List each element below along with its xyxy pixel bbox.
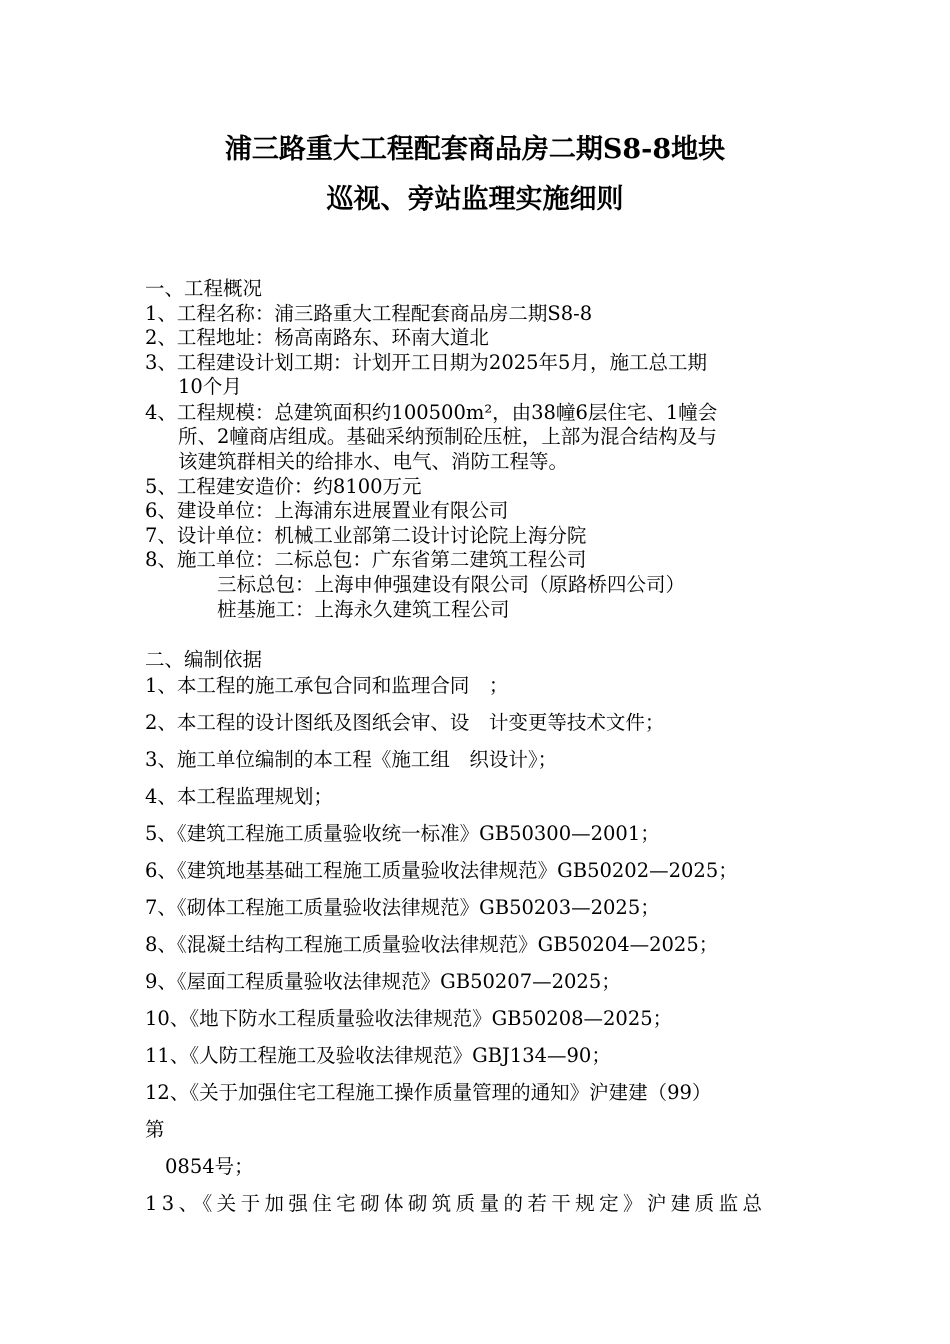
overview-item-continuation: 该建筑群相关的给排水、电气、消防工程等。 (178, 450, 569, 473)
basis-item: 6、《建筑地基基础工程施工质量验收法律规范》GB50202—2025； (145, 859, 738, 882)
basis-item: 2、本工程的设计图纸及图纸会审、设 计变更等技术文件； (145, 711, 665, 734)
basis-item: 13、《关于加强住宅砌体砌筑质量的若干规定》沪建质监总 (145, 1192, 767, 1215)
basis-item: 4、本工程监理规划； (145, 785, 333, 808)
basis-item: 11、《人防工程施工及验收法律规范》GBJ134—90； (145, 1044, 611, 1067)
basis-item: 5、《建筑工程施工质量验收统一标准》GB50300—2001； (145, 822, 660, 845)
section-heading-basis: 二、编制依据 (145, 648, 263, 671)
overview-item: 5、工程建安造价：约8100万元 (145, 475, 422, 498)
overview-item-continuation: 桩基施工：上海永久建筑工程公司 (217, 598, 510, 621)
document-title-line1: 浦三路重大工程配套商品房二期S8-8地块 (224, 134, 726, 165)
basis-item-continuation: 第 (145, 1118, 165, 1141)
overview-item: 3、工程建设计划工期：计划开工日期为2025年5月，施工总工期 (145, 351, 707, 374)
section-heading-overview: 一、工程概况 (145, 277, 263, 300)
document-title-line2: 巡视、旁站监理实施细则 (326, 184, 624, 215)
basis-item-continuation: 0854号； (165, 1155, 254, 1178)
overview-item: 4、工程规模：总建筑面积约100500m²，由38幢6层住宅、1幢会 (145, 401, 718, 424)
basis-item: 7、《砌体工程施工质量验收法律规范》GB50203—2025； (145, 896, 660, 919)
basis-item: 8、《混凝土结构工程施工质量验收法律规范》GB50204—2025； (145, 933, 719, 956)
basis-item: 1、本工程的施工承包合同和监理合同 ； (145, 674, 509, 697)
basis-item: 10、《地下防水工程质量验收法律规范》GB50208—2025； (145, 1007, 673, 1030)
basis-item: 3、施工单位编制的本工程《施工组 织设计》； (145, 748, 558, 771)
overview-item: 8、施工单位：二标总包：广东省第二建筑工程公司 (145, 548, 587, 571)
overview-item: 7、设计单位：机械工业部第二设计讨论院上海分院 (145, 524, 587, 547)
overview-item: 6、建设单位：上海浦东进展置业有限公司 (145, 499, 509, 522)
overview-item-continuation: 所、2幢商店组成。基础采纳预制砼压桩，上部为混合结构及与 (178, 425, 717, 448)
basis-item: 12、《关于加强住宅工程施工操作质量管理的通知》沪建建（99） (145, 1081, 712, 1104)
overview-item-continuation: 10个月 (178, 375, 242, 398)
overview-item: 1、工程名称：浦三路重大工程配套商品房二期S8-8 (145, 302, 593, 325)
overview-item: 2、工程地址：杨高南路东、环南大道北 (145, 326, 489, 349)
basis-item: 9、《屋面工程质量验收法律规范》GB50207—2025； (145, 970, 621, 993)
overview-item-continuation: 三标总包：上海申伸强建设有限公司（原路桥四公司） (217, 573, 686, 596)
